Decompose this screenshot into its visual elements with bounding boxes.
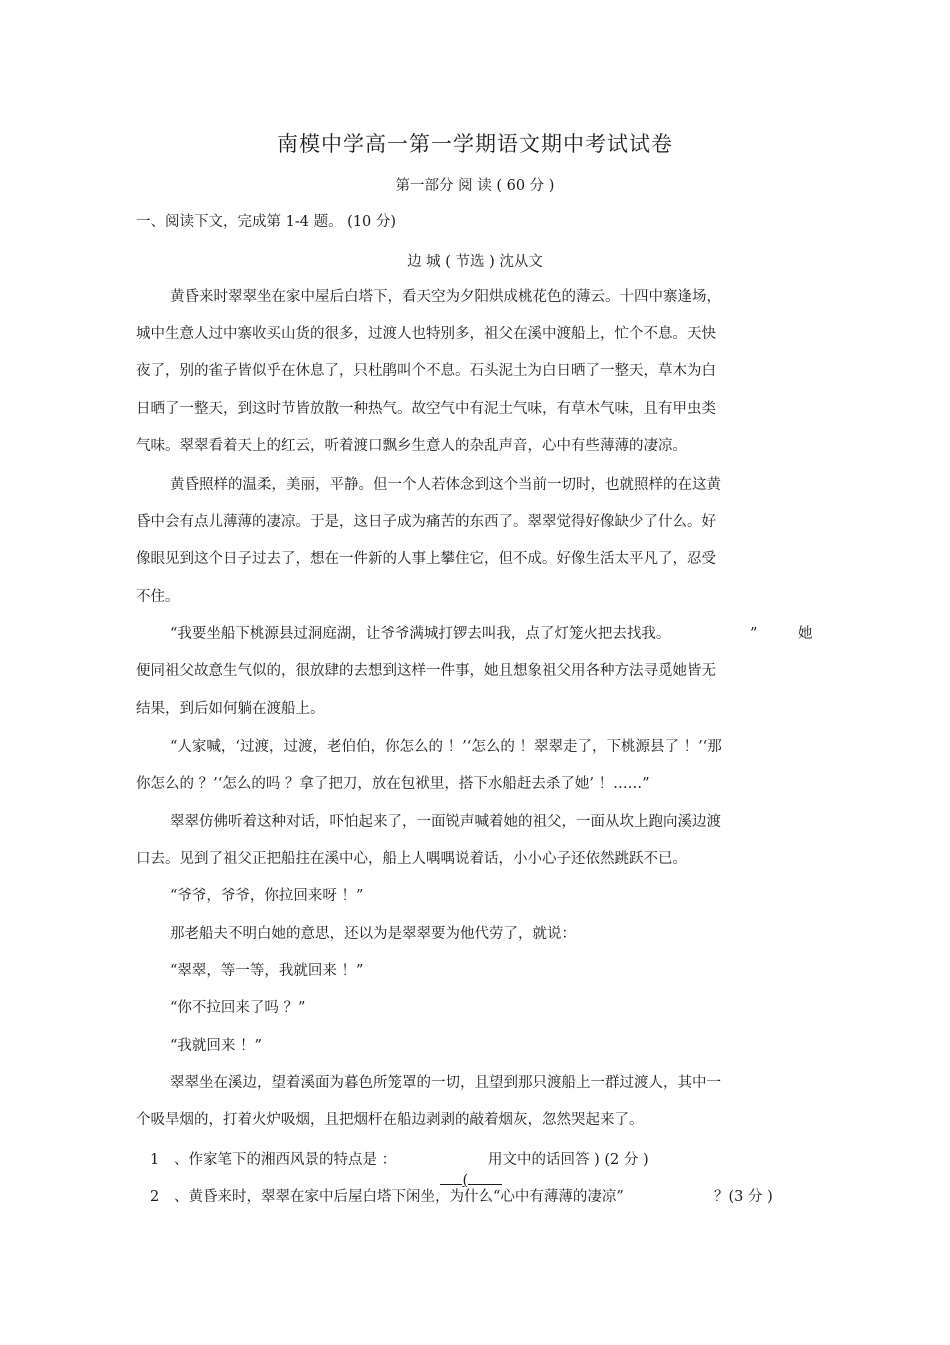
exam-title: 南模中学高一第一学期语文期中考试试卷 [277,132,673,156]
paragraph-line: 口去。见到了祖父正把船拄在溪中心，船上人喁喁说着话，小小心子还依然跳跃不已。 [136,851,687,867]
paragraph-line: 不住。 [136,589,180,605]
paragraph-line: 便同祖父故意生气似的，很放肆的去想到这样一件事，她且想象祖父用各种方法寻觅她皆无 [136,663,716,679]
paragraph-line: 城中生意人过中寨收买山货的很多，过渡人也特别多，祖父在溪中渡船上，忙个不息。天快 [136,326,716,342]
paragraph-line: 个吸旱烟的，打着火炉吸烟，且把烟杆在船边剥剥的敲着烟灰，忽然哭起来了。 [136,1112,644,1128]
dialogue-line: “你不拉回来了吗 ？” [170,1000,306,1016]
closing-quote: ” [750,626,758,642]
passage-heading: 边 城 ( 节选 ) 沈从文 [407,254,543,270]
paragraph-line: 翠翠坐在溪边，望着溪面为暮色所笼罩的一切，且望到那只渡船上一群过渡人，其中一 [170,1075,721,1091]
paragraph-line: “我要坐船下桃源县过洞庭湖，让爷爷满城打锣去叫我，点了灯笼火把去找我。 [170,626,671,642]
paragraph-line: 日晒了一整天，到这时节皆放散一种热气。故空气中有泥土气味，有草木气味，且有甲虫类 [136,401,716,417]
question-text: 、作家笔下的湘西风景的特点是 ： [174,1152,397,1168]
paragraph-line: 黄昏照样的温柔，美丽，平静。但一个人若体念到这个当前一切时，也就照样的在这黄 [170,477,721,493]
paragraph-line: 昏中会有点儿薄薄的凄凉。于是，这日子成为痛苦的东西了。翠翠觉得好像缺少了什么。好 [136,514,716,530]
paragraph-tail-word: 她 [798,626,813,642]
question-text: 、黄昏来时，翠翠在家中后屋白塔下闲坐，为什么“心中有薄薄的凄凉” [174,1189,624,1205]
paragraph-line: 气味。翠翠看着天上的红云，听着渡口飘乡生意人的杂乱声音，心中有些薄薄的凄凉。 [136,438,687,454]
paragraph-line: 黄昏来时翠翠坐在家中屋后白塔下，看天空为夕阳烘成桃花色的薄云。十四中寨逢场， [170,289,721,305]
dialogue-line: “翠翠，等一等，我就回来 ！” [170,963,364,979]
paragraph-line: 那老船夫不明白她的意思，还以为是翠翠要为他代劳了，就说： [170,926,576,942]
question-points: ？(3 分 ) [714,1189,773,1205]
paragraph-line: 夜了，别的雀子皆似乎在休息了，只杜鹃叫个不息。石头泥土为白日晒了一整天，草木为白 [136,363,716,379]
answer-paren: ( [462,1173,469,1189]
section-instruction: 一、阅读下文，完成第 1-4 题。 (10 分) [136,214,397,230]
question-number: 2 [150,1189,160,1205]
part-heading: 第一部分 阅 读 ( 60 分 ) [395,178,555,194]
paragraph-line: 翠翠仿佛听着这种对话，吓怕起来了，一面锐声喊着她的祖父，一面从坎上跑向溪边渡 [170,814,721,830]
question-hint: 用文中的话回答 ) (2 分 ) [488,1152,649,1168]
dialogue-line: “我就回来 ！” [170,1038,262,1054]
paragraph-line: “人家喊，‘过渡，过渡，老伯伯，你怎么的 ！’‘怎么的 ！翠翠走了，下桃源县了 ！’‘那 [170,739,722,755]
answer-underline [468,1170,502,1185]
paragraph-line: 像眼见到这个日子过去了，想在一件新的人事上攀住它，但不成。好像生活太平凡了，忍受 [136,551,716,567]
paragraph-line: 你怎么的 ？’‘怎么的吗 ？拿了把刀，放在包袱里，搭下水船赶去杀了她’ ！……” [136,776,650,792]
paragraph-line: 结果，到后如何躺在渡船上。 [136,701,325,717]
question-number: 1 [150,1152,160,1168]
answer-underline [440,1170,462,1185]
dialogue-line: “爷爷，爷爷，你拉回来呀 ！” [170,888,364,904]
